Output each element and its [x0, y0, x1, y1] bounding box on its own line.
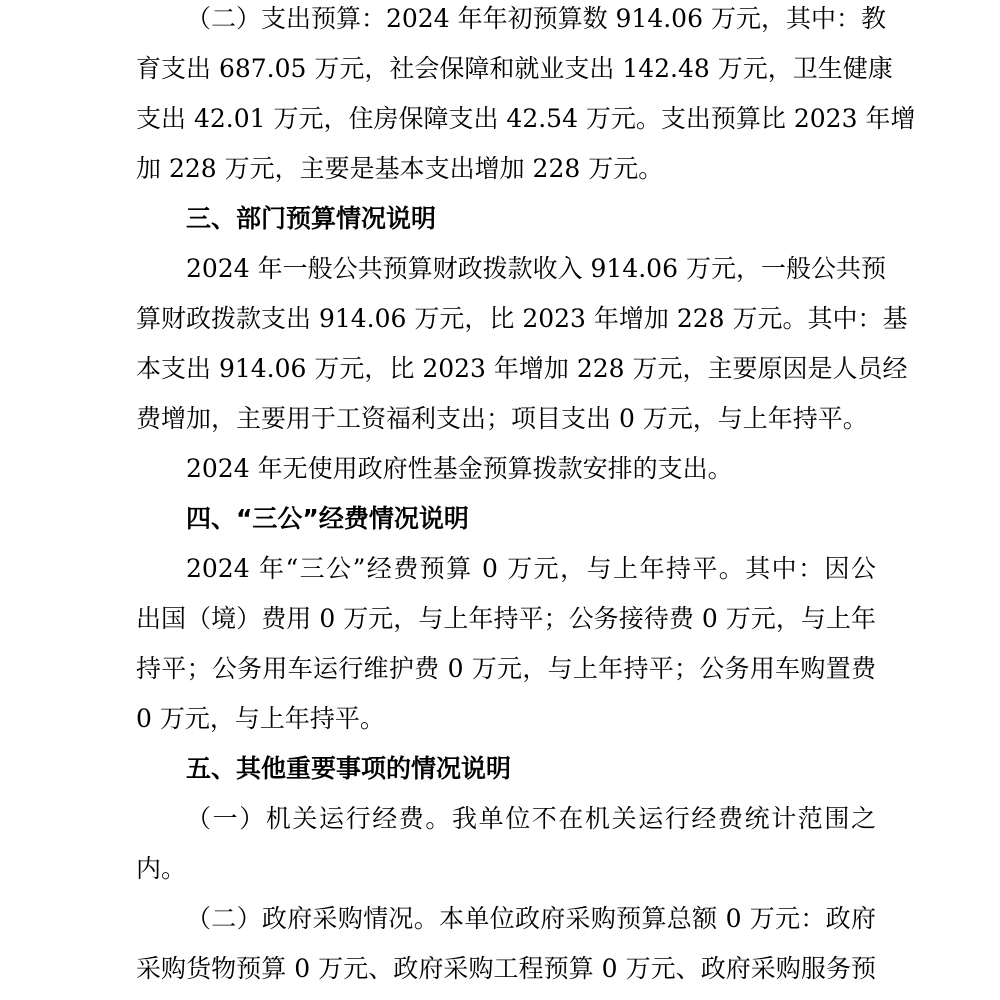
three-public-expenses-paragraph-line: 2024 年“三公”经费预算 0 万元，与上年持平。其中：因公: [186, 554, 876, 583]
department-budget-paragraph-line: 费增加，主要用于工资福利支出；项目支出 0 万元，与上年持平。: [136, 404, 868, 433]
section-heading-other-matters: 五、其他重要事项的情况说明: [186, 754, 512, 783]
expense-budget-paragraph-line: 支出 42.01 万元，住房保障支出 42.54 万元。支出预算比 2023 年增: [136, 104, 916, 133]
operating-expenses-paragraph-line: （一）机关运行经费。我单位不在机关运行经费统计范围之: [186, 804, 876, 833]
department-budget-paragraph-line: 算财政拨款支出 914.06 万元，比 2023 年增加 228 万元。其中：基: [136, 304, 908, 333]
government-fund-paragraph-line: 2024 年无使用政府性基金预算拨款安排的支出。: [186, 454, 733, 483]
expense-budget-paragraph-line: （二）支出预算：2024 年年初预算数 914.06 万元，其中：教: [186, 4, 886, 33]
three-public-expenses-paragraph-line: 出国（境）费用 0 万元，与上年持平；公务接待费 0 万元，与上年: [136, 604, 876, 633]
operating-expenses-paragraph-line: 内。: [136, 854, 187, 883]
section-heading-department-budget: 三、部门预算情况说明: [186, 204, 437, 233]
department-budget-paragraph-line: 2024 年一般公共预算财政拨款收入 914.06 万元，一般公共预: [186, 254, 886, 283]
three-public-expenses-paragraph-line: 0 万元，与上年持平。: [136, 704, 385, 733]
procurement-paragraph-line: （二）政府采购情况。本单位政府采购预算总额 0 万元：政府: [186, 904, 876, 933]
procurement-paragraph-line: 采购货物预算 0 万元、政府采购工程预算 0 万元、政府采购服务预: [136, 954, 876, 983]
expense-budget-paragraph-line: 育支出 687.05 万元，社会保障和就业支出 142.48 万元，卫生健康: [136, 54, 893, 83]
three-public-expenses-paragraph-line: 持平；公务用车运行维护费 0 万元，与上年持平；公务用车购置费: [136, 654, 876, 683]
section-heading-three-public-expenses: 四、“三公”经费情况说明: [186, 504, 469, 533]
department-budget-paragraph-line: 本支出 914.06 万元，比 2023 年增加 228 万元，主要原因是人员经: [136, 354, 908, 383]
expense-budget-paragraph-line: 加 228 万元，主要是基本支出增加 228 万元。: [136, 154, 664, 183]
